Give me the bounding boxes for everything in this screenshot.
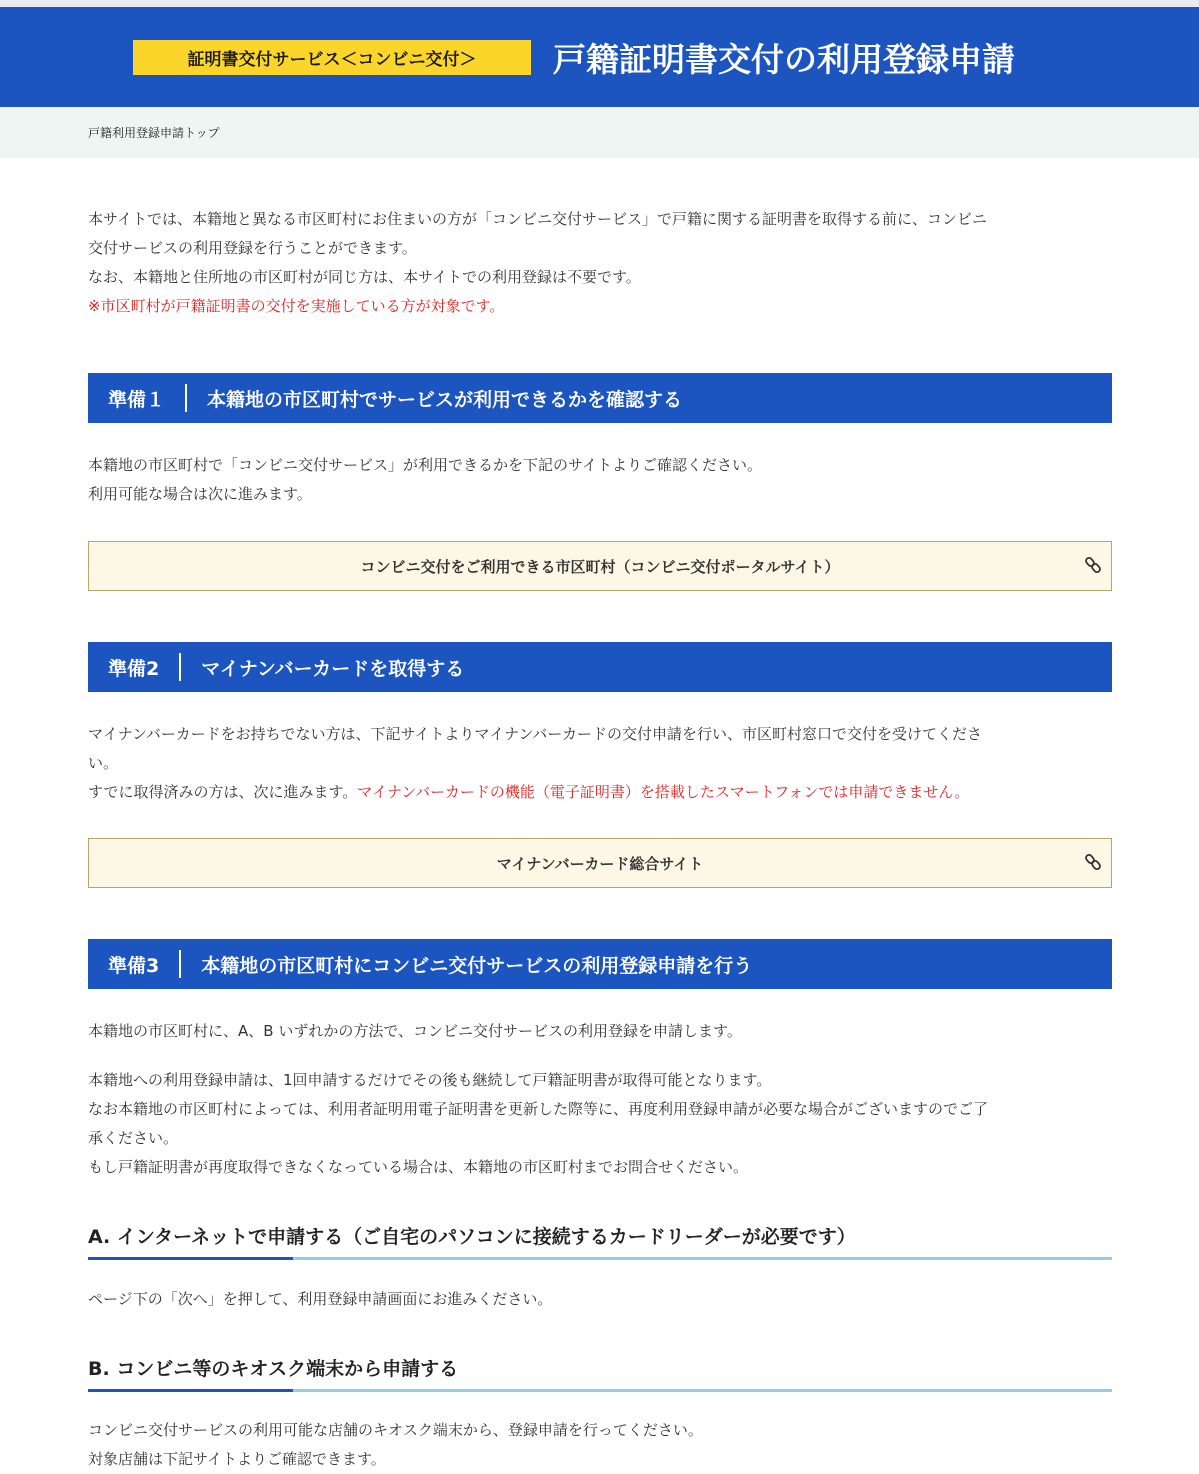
method-b-heading bbox=[88, 1354, 1112, 1392]
step3-line-3: なお本籍地の市区町村によっては、利用者証明用電子証明書を更新した際等に、再度利用登録申請が必要な場合がございますのでご了 bbox=[88, 1100, 989, 1118]
top-border bbox=[0, 0, 1199, 7]
step2-line-2: い。 bbox=[88, 754, 119, 772]
step3-title: 本籍地の市区町村にコンビニ交付サービスの利用登録申請を行う bbox=[201, 954, 753, 977]
step2-title: マイナンバーカードを取得する bbox=[201, 657, 465, 680]
step3-line-5: もし戸籍証明書が再度取得できなくなっている場合は、本籍地の市区町村までお問合せください。 bbox=[88, 1158, 749, 1176]
step1-body bbox=[88, 451, 1112, 509]
method-a-heading-text: A. インターネットで申請する（ご自宅のパソコンに接続するカードリーダーが必要です） bbox=[88, 1226, 856, 1248]
step3-line-2: 本籍地への利用登録申請は、1回申請するだけでその後も継続して戸籍証明書が取得可能となります。 bbox=[88, 1071, 772, 1089]
step2-warning: マイナンバーカードの機能（電子証明書）を搭載したスマートフォンでは申請できません。 bbox=[357, 783, 970, 801]
page-header bbox=[0, 7, 1199, 107]
step2-line-1: マイナンバーカードをお持ちでない方は、下記サイトよりマイナンバーカードの交付申請を行い、市区町村窓口で交付を受けてくださ bbox=[88, 725, 983, 743]
intro-text bbox=[88, 205, 1112, 321]
step3-line-4: 承ください。 bbox=[88, 1129, 179, 1147]
step3-header bbox=[88, 939, 1112, 989]
convenience-portal-link-label: コンビニ交付をご利用できる市区町村（コンビニ交付ポータルサイト） bbox=[360, 557, 840, 576]
chain-link-icon bbox=[1085, 853, 1101, 871]
step2-number: 準備2 bbox=[108, 657, 160, 680]
step3-body bbox=[88, 1017, 1112, 1182]
step1-line-1: 本籍地の市区町村で「コンビニ交付サービス」が利用できるかを下記のサイトよりご確認ください。 bbox=[88, 456, 762, 474]
intro-line-2: 交付サービスの利用登録を行うことができます。 bbox=[88, 239, 417, 257]
step1-line-2: 利用可能な場合は次に進みます。 bbox=[88, 485, 312, 503]
step1-header bbox=[88, 373, 1112, 423]
mynumber-site-link[interactable] bbox=[88, 838, 1112, 888]
breadcrumb-top-link[interactable]: 戸籍利用登録申請トップ bbox=[88, 126, 220, 140]
method-b-heading-text: B. コンビニ等のキオスク端末から申請する bbox=[88, 1358, 459, 1380]
page-title: 戸籍証明書交付の利用登録申請 bbox=[553, 40, 1015, 79]
intro-line-3: なお、本籍地と住所地の市区町村が同じ方は、本サイトでの利用登録は不要です。 bbox=[88, 268, 641, 286]
step2-body bbox=[88, 720, 1112, 807]
method-b-body bbox=[88, 1416, 1112, 1474]
step3-line-1: 本籍地の市区町村に、A、B いずれかの方法で、コンビニ交付サービスの利用登録を申請します。 bbox=[88, 1022, 742, 1040]
convenience-portal-link[interactable] bbox=[88, 541, 1112, 591]
chain-link-icon bbox=[1085, 556, 1101, 574]
service-badge: 証明書交付サービス＜コンビニ交付＞ bbox=[133, 40, 531, 75]
method-a-text: ページ下の「次へ」を押して、利用登録申請画面にお進みください。 bbox=[88, 1290, 553, 1308]
step2-header bbox=[88, 642, 1112, 692]
step1-title: 本籍地の市区町村でサービスが利用できるかを確認する bbox=[207, 388, 683, 411]
step3-number: 準備3 bbox=[108, 954, 160, 977]
method-a-heading bbox=[88, 1222, 1112, 1260]
method-b-line-2: 対象店舗は下記サイトよりご確認できます。 bbox=[88, 1450, 386, 1468]
step2-line-3: すでに取得済みの方は、次に進みます。 bbox=[88, 783, 358, 801]
step1-number: 準備１ bbox=[108, 388, 166, 411]
intro-line-1: 本サイトでは、本籍地と異なる市区町村にお住まいの方が「コンビニ交付サービス」で戸籍に関する証明書を取得する前に、コンビニ bbox=[88, 210, 987, 228]
method-a-body bbox=[88, 1285, 1112, 1314]
breadcrumb bbox=[0, 107, 1199, 158]
method-b-line-1: コンビニ交付サービスの利用可能な店舗のキオスク端末から、登録申請を行ってください。 bbox=[88, 1421, 703, 1439]
intro-section bbox=[88, 205, 1112, 321]
mynumber-site-link-label: マイナンバーカード総合サイト bbox=[496, 854, 704, 873]
intro-note: ※市区町村が戸籍証明書の交付を実施している方が対象です。 bbox=[88, 297, 505, 315]
